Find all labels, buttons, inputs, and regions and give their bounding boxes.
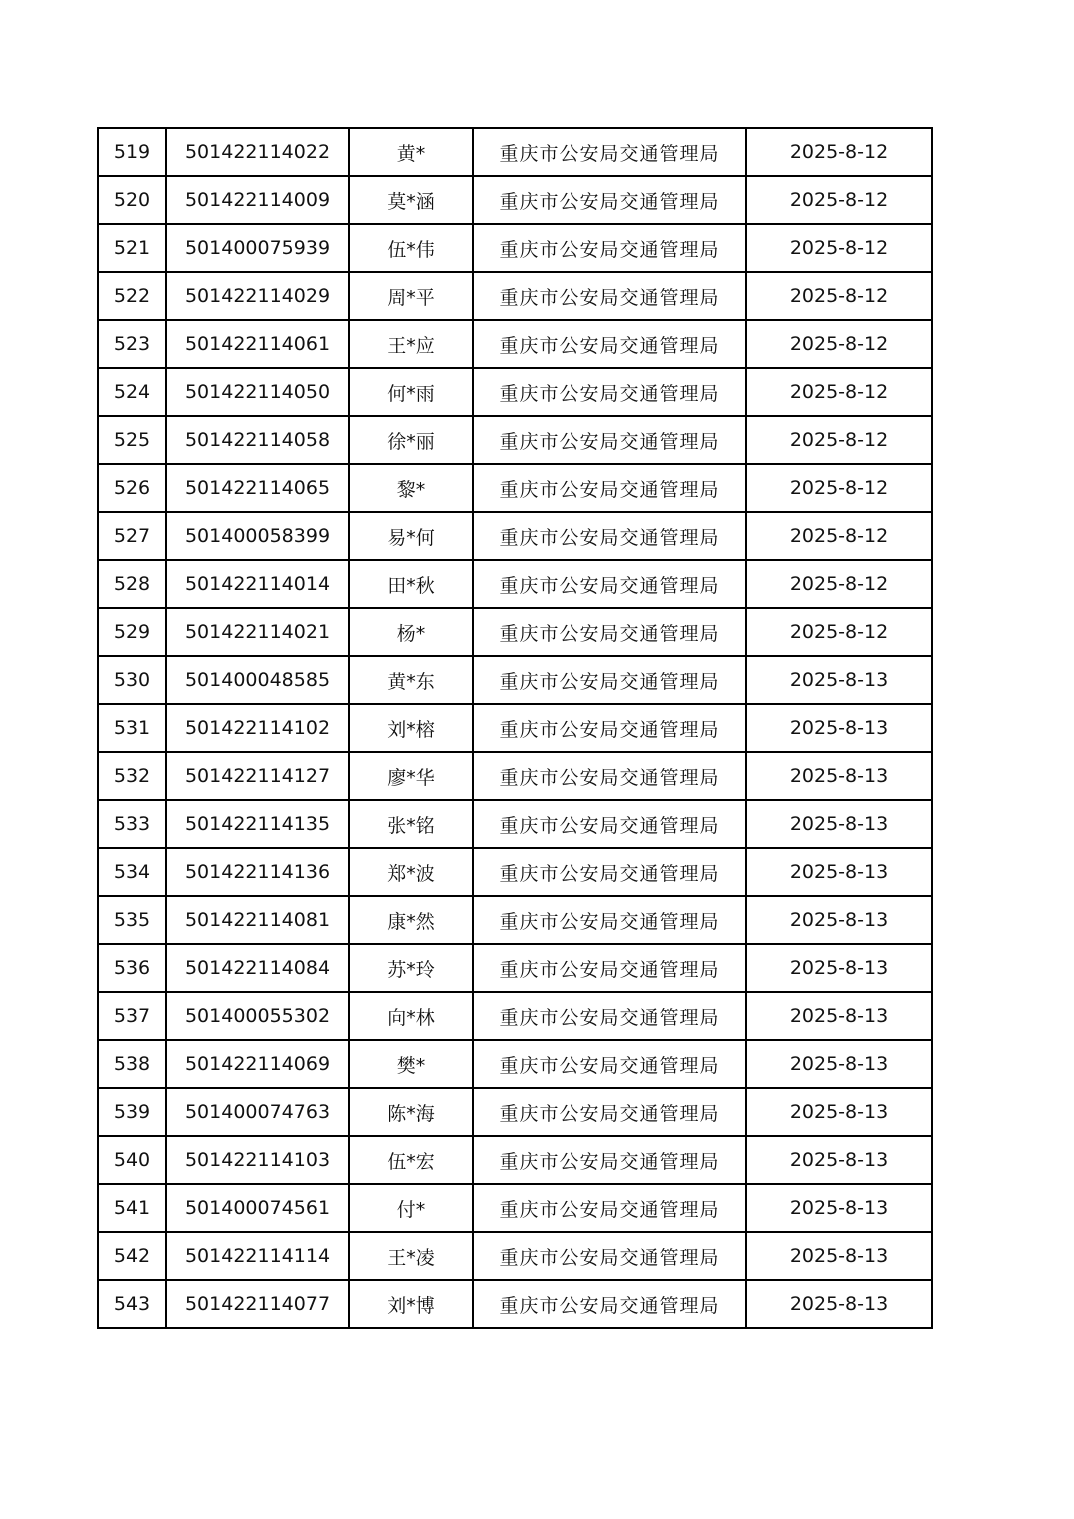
name-cell: 周*平 bbox=[349, 272, 473, 320]
name-cell: 陈*海 bbox=[349, 1088, 473, 1136]
row-number-cell: 525 bbox=[98, 416, 166, 464]
organization-cell: 重庆市公安局交通管理局 bbox=[473, 512, 746, 560]
date-cell: 2025-8-12 bbox=[746, 608, 932, 656]
id-number-cell: 501422114065 bbox=[166, 464, 349, 512]
organization-cell: 重庆市公安局交通管理局 bbox=[473, 1088, 746, 1136]
date-cell: 2025-8-13 bbox=[746, 1232, 932, 1280]
date-cell: 2025-8-13 bbox=[746, 752, 932, 800]
id-number-cell: 501422114014 bbox=[166, 560, 349, 608]
name-cell: 向*林 bbox=[349, 992, 473, 1040]
row-number-cell: 540 bbox=[98, 1136, 166, 1184]
table-row bbox=[98, 800, 932, 848]
name-cell: 田*秋 bbox=[349, 560, 473, 608]
date-cell: 2025-8-13 bbox=[746, 1088, 932, 1136]
row-number-cell: 539 bbox=[98, 1088, 166, 1136]
organization-cell: 重庆市公安局交通管理局 bbox=[473, 416, 746, 464]
date-cell: 2025-8-13 bbox=[746, 1184, 932, 1232]
organization-cell: 重庆市公安局交通管理局 bbox=[473, 560, 746, 608]
organization-cell: 重庆市公安局交通管理局 bbox=[473, 944, 746, 992]
organization-cell: 重庆市公安局交通管理局 bbox=[473, 320, 746, 368]
date-cell: 2025-8-12 bbox=[746, 272, 932, 320]
row-number-cell: 536 bbox=[98, 944, 166, 992]
name-cell: 易*何 bbox=[349, 512, 473, 560]
name-cell: 伍*宏 bbox=[349, 1136, 473, 1184]
id-number-cell: 501422114029 bbox=[166, 272, 349, 320]
name-cell: 黄* bbox=[349, 128, 473, 176]
document-page bbox=[97, 127, 933, 1329]
name-cell: 苏*玲 bbox=[349, 944, 473, 992]
id-number-cell: 501400074561 bbox=[166, 1184, 349, 1232]
table-row bbox=[98, 848, 932, 896]
row-number-cell: 542 bbox=[98, 1232, 166, 1280]
organization-cell: 重庆市公安局交通管理局 bbox=[473, 752, 746, 800]
id-number-cell: 501422114102 bbox=[166, 704, 349, 752]
table-row bbox=[98, 512, 932, 560]
table-row bbox=[98, 224, 932, 272]
table-row bbox=[98, 656, 932, 704]
date-cell: 2025-8-13 bbox=[746, 1040, 932, 1088]
date-cell: 2025-8-12 bbox=[746, 368, 932, 416]
id-number-cell: 501422114084 bbox=[166, 944, 349, 992]
row-number-cell: 535 bbox=[98, 896, 166, 944]
date-cell: 2025-8-13 bbox=[746, 992, 932, 1040]
date-cell: 2025-8-13 bbox=[746, 944, 932, 992]
row-number-cell: 527 bbox=[98, 512, 166, 560]
organization-cell: 重庆市公安局交通管理局 bbox=[473, 656, 746, 704]
table-row bbox=[98, 464, 932, 512]
organization-cell: 重庆市公安局交通管理局 bbox=[473, 704, 746, 752]
id-number-cell: 501422114022 bbox=[166, 128, 349, 176]
date-cell: 2025-8-13 bbox=[746, 848, 932, 896]
records-table-body bbox=[98, 128, 932, 1328]
row-number-cell: 532 bbox=[98, 752, 166, 800]
name-cell: 王*凌 bbox=[349, 1232, 473, 1280]
date-cell: 2025-8-13 bbox=[746, 800, 932, 848]
table-row bbox=[98, 992, 932, 1040]
id-number-cell: 501400058399 bbox=[166, 512, 349, 560]
organization-cell: 重庆市公安局交通管理局 bbox=[473, 176, 746, 224]
organization-cell: 重庆市公安局交通管理局 bbox=[473, 608, 746, 656]
table-row bbox=[98, 752, 932, 800]
organization-cell: 重庆市公安局交通管理局 bbox=[473, 128, 746, 176]
date-cell: 2025-8-12 bbox=[746, 320, 932, 368]
table-row bbox=[98, 1088, 932, 1136]
table-row bbox=[98, 896, 932, 944]
name-cell: 康*然 bbox=[349, 896, 473, 944]
table-row bbox=[98, 944, 932, 992]
row-number-cell: 529 bbox=[98, 608, 166, 656]
row-number-cell: 537 bbox=[98, 992, 166, 1040]
row-number-cell: 526 bbox=[98, 464, 166, 512]
id-number-cell: 501422114009 bbox=[166, 176, 349, 224]
organization-cell: 重庆市公安局交通管理局 bbox=[473, 1040, 746, 1088]
id-number-cell: 501422114050 bbox=[166, 368, 349, 416]
id-number-cell: 501422114127 bbox=[166, 752, 349, 800]
name-cell: 郑*波 bbox=[349, 848, 473, 896]
organization-cell: 重庆市公安局交通管理局 bbox=[473, 1280, 746, 1328]
row-number-cell: 519 bbox=[98, 128, 166, 176]
name-cell: 廖*华 bbox=[349, 752, 473, 800]
id-number-cell: 501422114058 bbox=[166, 416, 349, 464]
name-cell: 黄*东 bbox=[349, 656, 473, 704]
name-cell: 黎* bbox=[349, 464, 473, 512]
organization-cell: 重庆市公安局交通管理局 bbox=[473, 224, 746, 272]
id-number-cell: 501422114021 bbox=[166, 608, 349, 656]
table-row bbox=[98, 608, 932, 656]
date-cell: 2025-8-12 bbox=[746, 128, 932, 176]
id-number-cell: 501400055302 bbox=[166, 992, 349, 1040]
row-number-cell: 531 bbox=[98, 704, 166, 752]
id-number-cell: 501422114069 bbox=[166, 1040, 349, 1088]
table-row bbox=[98, 272, 932, 320]
row-number-cell: 521 bbox=[98, 224, 166, 272]
organization-cell: 重庆市公安局交通管理局 bbox=[473, 800, 746, 848]
id-number-cell: 501400074763 bbox=[166, 1088, 349, 1136]
name-cell: 樊* bbox=[349, 1040, 473, 1088]
organization-cell: 重庆市公安局交通管理局 bbox=[473, 368, 746, 416]
date-cell: 2025-8-13 bbox=[746, 704, 932, 752]
row-number-cell: 530 bbox=[98, 656, 166, 704]
name-cell: 刘*榕 bbox=[349, 704, 473, 752]
organization-cell: 重庆市公安局交通管理局 bbox=[473, 896, 746, 944]
id-number-cell: 501422114136 bbox=[166, 848, 349, 896]
date-cell: 2025-8-12 bbox=[746, 176, 932, 224]
id-number-cell: 501422114135 bbox=[166, 800, 349, 848]
name-cell: 张*铭 bbox=[349, 800, 473, 848]
id-number-cell: 501422114061 bbox=[166, 320, 349, 368]
date-cell: 2025-8-13 bbox=[746, 656, 932, 704]
name-cell: 王*应 bbox=[349, 320, 473, 368]
date-cell: 2025-8-13 bbox=[746, 1280, 932, 1328]
date-cell: 2025-8-13 bbox=[746, 1136, 932, 1184]
row-number-cell: 543 bbox=[98, 1280, 166, 1328]
date-cell: 2025-8-12 bbox=[746, 560, 932, 608]
organization-cell: 重庆市公安局交通管理局 bbox=[473, 272, 746, 320]
date-cell: 2025-8-12 bbox=[746, 416, 932, 464]
table-row bbox=[98, 416, 932, 464]
row-number-cell: 534 bbox=[98, 848, 166, 896]
name-cell: 伍*伟 bbox=[349, 224, 473, 272]
id-number-cell: 501400075939 bbox=[166, 224, 349, 272]
organization-cell: 重庆市公安局交通管理局 bbox=[473, 1184, 746, 1232]
table-row bbox=[98, 128, 932, 176]
row-number-cell: 520 bbox=[98, 176, 166, 224]
name-cell: 付* bbox=[349, 1184, 473, 1232]
name-cell: 徐*丽 bbox=[349, 416, 473, 464]
table-row bbox=[98, 1184, 932, 1232]
organization-cell: 重庆市公安局交通管理局 bbox=[473, 1232, 746, 1280]
organization-cell: 重庆市公安局交通管理局 bbox=[473, 464, 746, 512]
date-cell: 2025-8-12 bbox=[746, 224, 932, 272]
date-cell: 2025-8-12 bbox=[746, 512, 932, 560]
id-number-cell: 501422114077 bbox=[166, 1280, 349, 1328]
records-table bbox=[97, 127, 933, 1329]
row-number-cell: 538 bbox=[98, 1040, 166, 1088]
organization-cell: 重庆市公安局交通管理局 bbox=[473, 992, 746, 1040]
row-number-cell: 528 bbox=[98, 560, 166, 608]
table-row bbox=[98, 1232, 932, 1280]
table-row bbox=[98, 320, 932, 368]
table-row bbox=[98, 368, 932, 416]
organization-cell: 重庆市公安局交通管理局 bbox=[473, 848, 746, 896]
id-number-cell: 501422114114 bbox=[166, 1232, 349, 1280]
date-cell: 2025-8-13 bbox=[746, 896, 932, 944]
row-number-cell: 523 bbox=[98, 320, 166, 368]
id-number-cell: 501400048585 bbox=[166, 656, 349, 704]
date-cell: 2025-8-12 bbox=[746, 464, 932, 512]
name-cell: 何*雨 bbox=[349, 368, 473, 416]
organization-cell: 重庆市公安局交通管理局 bbox=[473, 1136, 746, 1184]
table-row bbox=[98, 560, 932, 608]
name-cell: 刘*博 bbox=[349, 1280, 473, 1328]
table-row bbox=[98, 1136, 932, 1184]
id-number-cell: 501422114081 bbox=[166, 896, 349, 944]
row-number-cell: 541 bbox=[98, 1184, 166, 1232]
row-number-cell: 524 bbox=[98, 368, 166, 416]
table-row bbox=[98, 176, 932, 224]
table-row bbox=[98, 704, 932, 752]
id-number-cell: 501422114103 bbox=[166, 1136, 349, 1184]
row-number-cell: 522 bbox=[98, 272, 166, 320]
name-cell: 杨* bbox=[349, 608, 473, 656]
row-number-cell: 533 bbox=[98, 800, 166, 848]
table-row bbox=[98, 1280, 932, 1328]
name-cell: 莫*涵 bbox=[349, 176, 473, 224]
table-row bbox=[98, 1040, 932, 1088]
